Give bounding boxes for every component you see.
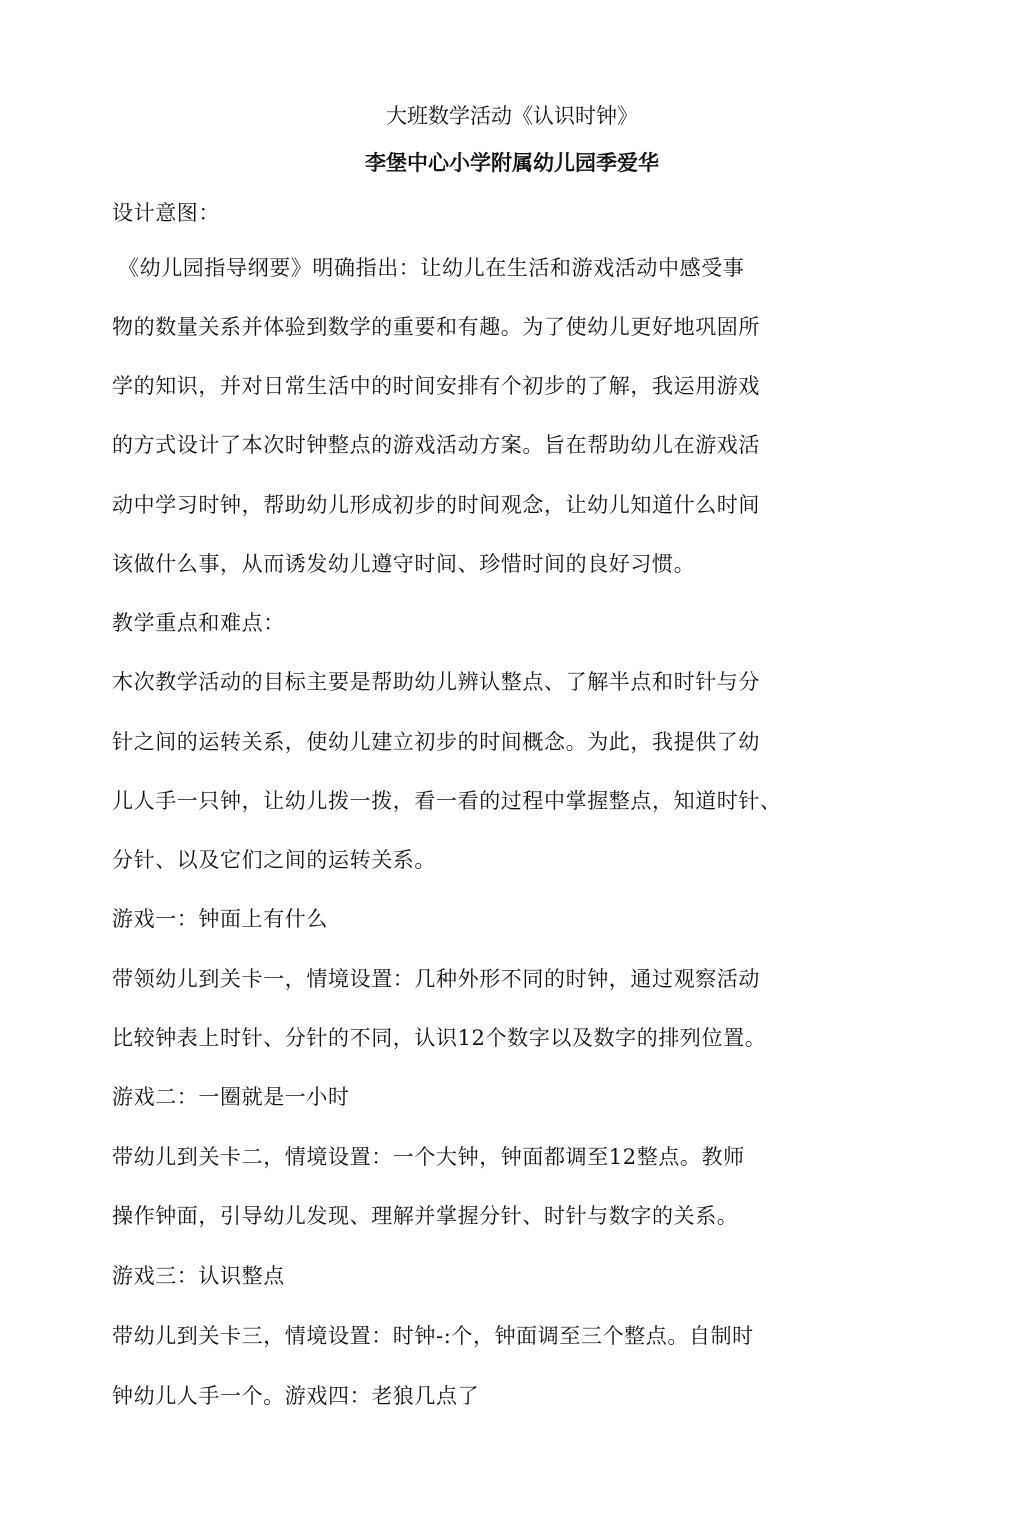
paragraph-line: 的方式设计了本次时钟整点的游戏活动方案。旨在帮助幼儿在游戏活 [112,433,760,457]
section-heading-game-2: 游戏二：一圈就是一小时 [112,1085,350,1109]
paragraph-line: 《幼儿园指导纲要》明确指出：让幼儿在生活和游戏活动中感受事 [118,256,745,280]
section-heading-design-intent: 设计意图： [112,201,220,225]
paragraph-line: 儿人手一只钟，让幼儿拨一拨，看一看的过程中掌握整点，知道时针、 [112,789,782,813]
section-heading-game-3: 游戏三：认识整点 [112,1264,285,1288]
paragraph-line: 分针、以及它们之间的运转关系。 [112,848,436,872]
paragraph-line: 带幼儿到关卡三，情境设置：时钟-:个，钟面调至三个整点。自制时 [112,1324,754,1348]
paragraph-line: 操作钟面，引导幼儿发现、理解并掌握分针、时针与数字的关系。 [112,1204,739,1228]
author-line: 李堡中心小学附属幼儿园季爱华 [365,151,659,175]
section-heading-game-1: 游戏一：钟面上有什么 [112,907,328,931]
paragraph-line: 动中学习时钟，帮助幼儿形成初步的时间观念，让幼儿知道什么时间 [112,493,760,517]
paragraph-line: 针之间的运转关系，使幼儿建立初步的时间概念。为此，我提供了幼 [112,730,760,754]
paragraph-line: 钟幼儿人手一个。游戏四：老狼几点了 [112,1384,480,1408]
paragraph-line: 带幼儿到关卡二，情境设置：一个大钟，钟面都调至12整点。教师 [112,1145,745,1169]
paragraph-line: 木次教学活动的目标主要是帮助幼儿辨认整点、了解半点和时针与分 [112,670,760,694]
paragraph-line: 物的数量关系并体验到数学的重要和有趣。为了使幼儿更好地巩固所 [112,315,760,339]
section-heading-key-points: 教学重点和难点： [112,611,285,635]
paragraph-line: 该做什么事，从而诱发幼儿遵守时间、珍惜时间的良好习惯。 [112,552,696,576]
paragraph-line: 比较钟表上时针、分针的不同，认识12个数字以及数字的排列位置。 [112,1026,767,1050]
document-title: 大班数学活动《认识时钟》 [386,104,638,128]
paragraph-line: 学的知识，并对日常生活中的时间安排有个初步的了解，我运用游戏 [112,374,760,398]
paragraph-line: 带领幼儿到关卡一，情境设置：几种外形不同的时钟，通过观察活动 [112,967,760,991]
